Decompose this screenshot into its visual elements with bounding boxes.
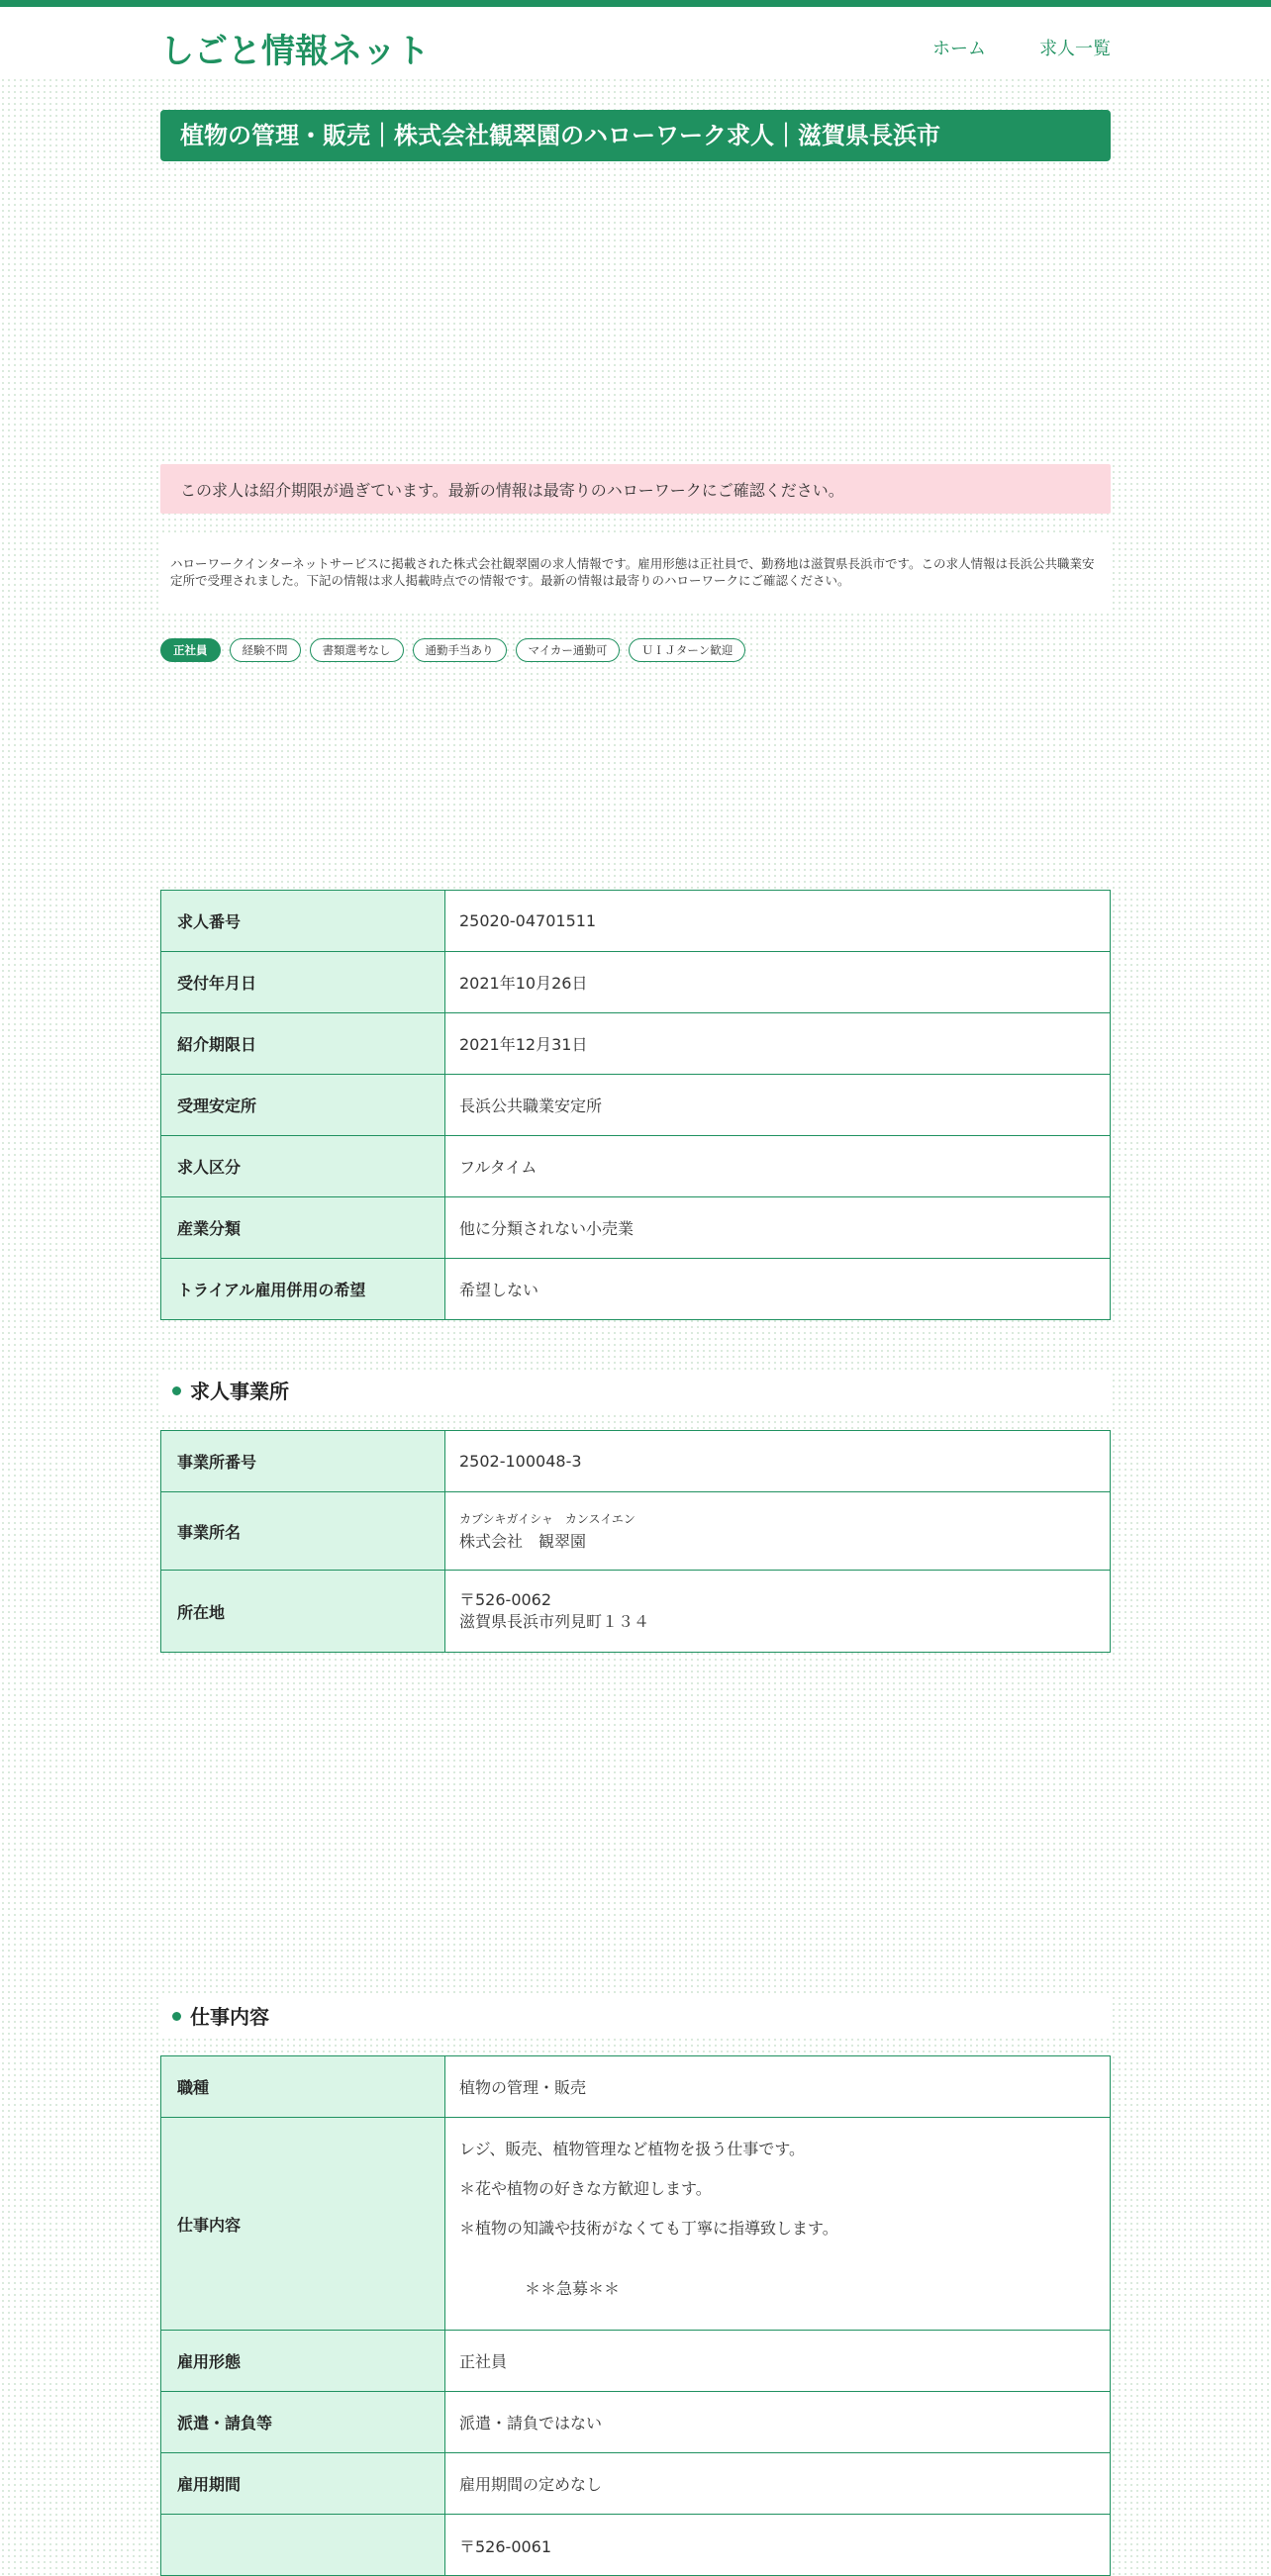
row-value: 25020-04701511 bbox=[445, 891, 1111, 952]
nav-home-link[interactable]: ホーム bbox=[932, 39, 986, 59]
row-label: 求人番号 bbox=[161, 891, 445, 952]
table-row bbox=[161, 2515, 1111, 2576]
tag-regular-employee: 正社員 bbox=[160, 638, 221, 662]
section-heading-text: 求人事業所 bbox=[190, 1380, 289, 1403]
section-heading-text: 仕事内容 bbox=[190, 2005, 269, 2029]
office-name: 株式会社 観翠園 bbox=[459, 1532, 587, 1551]
row-value: 2502-100048-3 bbox=[445, 1431, 1111, 1492]
expired-notice: この求人は紹介期限が過ぎています。最新の情報は最寄りのハローワークにご確認ください。 bbox=[160, 464, 1111, 514]
row-label: 所在地 bbox=[161, 1571, 445, 1653]
row-label: 仕事内容 bbox=[161, 2118, 445, 2331]
job-section-heading bbox=[160, 1997, 1111, 2037]
top-accent-bar bbox=[0, 0, 1271, 7]
table-row bbox=[161, 2331, 1111, 2392]
table-row bbox=[161, 1075, 1111, 1136]
page-title: 植物の管理・販売｜株式会社観翠園のハローワーク求人｜滋賀県長浜市 bbox=[160, 110, 1111, 161]
row-value: 雇用期間の定めなし bbox=[445, 2453, 1111, 2515]
basic-info-section bbox=[160, 890, 1111, 1320]
office-section-heading bbox=[160, 1372, 1111, 1411]
table-row bbox=[161, 1259, 1111, 1320]
table-row bbox=[161, 1136, 1111, 1197]
row-label: 雇用形態 bbox=[161, 2331, 445, 2392]
row-value: 長浜公共職業安定所 bbox=[445, 1075, 1111, 1136]
bullet-dot-icon bbox=[172, 2012, 181, 2021]
row-label: 事業所番号 bbox=[161, 1431, 445, 1492]
row-value: 派遣・請負ではない bbox=[445, 2392, 1111, 2453]
table-row bbox=[161, 2392, 1111, 2453]
row-label: 受付年月日 bbox=[161, 952, 445, 1013]
row-label: 求人区分 bbox=[161, 1136, 445, 1197]
row-label bbox=[161, 2515, 445, 2576]
row-value: 2021年12月31日 bbox=[445, 1013, 1111, 1075]
tag-car-commute: マイカー通勤可 bbox=[516, 638, 621, 662]
intro-text: ハローワークインターネットサービスに掲載された株式会社観翠園の求人情報です。雇用形態は正社員で、勤務地は滋賀県長浜市です。この求人情報は長浜公共職業安定所で受理されました。下記の情報は求人掲載時点での情報です。最新の情報は最寄りのハローワークにご確認ください。 bbox=[160, 535, 1111, 611]
table-row bbox=[161, 2056, 1111, 2118]
table-row bbox=[161, 1431, 1111, 1492]
basic-info-table bbox=[160, 890, 1111, 1320]
row-label: 派遣・請負等 bbox=[161, 2392, 445, 2453]
table-row bbox=[161, 1197, 1111, 1259]
row-value: フルタイム bbox=[445, 1136, 1111, 1197]
table-row bbox=[161, 891, 1111, 952]
tag-list bbox=[160, 638, 1111, 662]
row-value: 他に分類されない小売業 bbox=[445, 1197, 1111, 1259]
row-value: 植物の管理・販売 bbox=[445, 2056, 1111, 2118]
description-line: ＊花や植物の好きな方歓迎します。 bbox=[459, 2179, 712, 2198]
address: 滋賀県長浜市列見町１３４ bbox=[459, 1612, 650, 1631]
row-label: 受理安定所 bbox=[161, 1075, 445, 1136]
description-urgent: ＊＊急募＊＊ bbox=[525, 2279, 621, 2298]
row-value bbox=[445, 1492, 1111, 1571]
row-label: 職種 bbox=[161, 2056, 445, 2118]
row-label: 紹介期限日 bbox=[161, 1013, 445, 1075]
office-name-kana: カブシキガイシャ カンスイエン bbox=[459, 1512, 636, 1526]
description-line: レジ、販売、植物管理など植物を扱う仕事です。 bbox=[459, 2140, 806, 2158]
tag-commute-allowance: 通勤手当あり bbox=[413, 638, 507, 662]
table-row bbox=[161, 1013, 1111, 1075]
nav-job-list-link[interactable]: 求人一覧 bbox=[1039, 39, 1111, 59]
job-section bbox=[160, 2055, 1111, 2576]
row-value: 正社員 bbox=[445, 2331, 1111, 2392]
table-row bbox=[161, 1571, 1111, 1653]
row-value: 2021年10月26日 bbox=[445, 952, 1111, 1013]
office-table bbox=[160, 1430, 1111, 1653]
row-label: トライアル雇用併用の希望 bbox=[161, 1259, 445, 1320]
tag-no-document-screening: 書類選考なし bbox=[310, 638, 404, 662]
main-nav bbox=[932, 35, 1111, 60]
row-value: 希望しない bbox=[445, 1259, 1111, 1320]
site-header bbox=[0, 7, 1271, 79]
postal-code: 〒526-0062 bbox=[459, 1590, 552, 1609]
row-label: 雇用期間 bbox=[161, 2453, 445, 2515]
table-row bbox=[161, 952, 1111, 1013]
row-label: 事業所名 bbox=[161, 1492, 445, 1571]
office-section bbox=[160, 1430, 1111, 1653]
table-row bbox=[161, 1492, 1111, 1571]
table-row bbox=[161, 2118, 1111, 2331]
site-logo-title[interactable]: しごと情報ネット bbox=[160, 32, 430, 71]
row-value bbox=[445, 2118, 1111, 2331]
row-value bbox=[445, 1571, 1111, 1653]
tag-no-experience: 経験不問 bbox=[230, 638, 301, 662]
tag-uij-turn: ＵＩＪターン歓迎 bbox=[629, 638, 745, 662]
row-value: 〒526-0061 bbox=[445, 2515, 1111, 2576]
job-table bbox=[160, 2055, 1111, 2576]
description-line: ＊植物の知識や技術がなくても丁寧に指導致します。 bbox=[459, 2219, 838, 2238]
table-row bbox=[161, 2453, 1111, 2515]
row-label: 産業分類 bbox=[161, 1197, 445, 1259]
bullet-dot-icon bbox=[172, 1386, 181, 1395]
